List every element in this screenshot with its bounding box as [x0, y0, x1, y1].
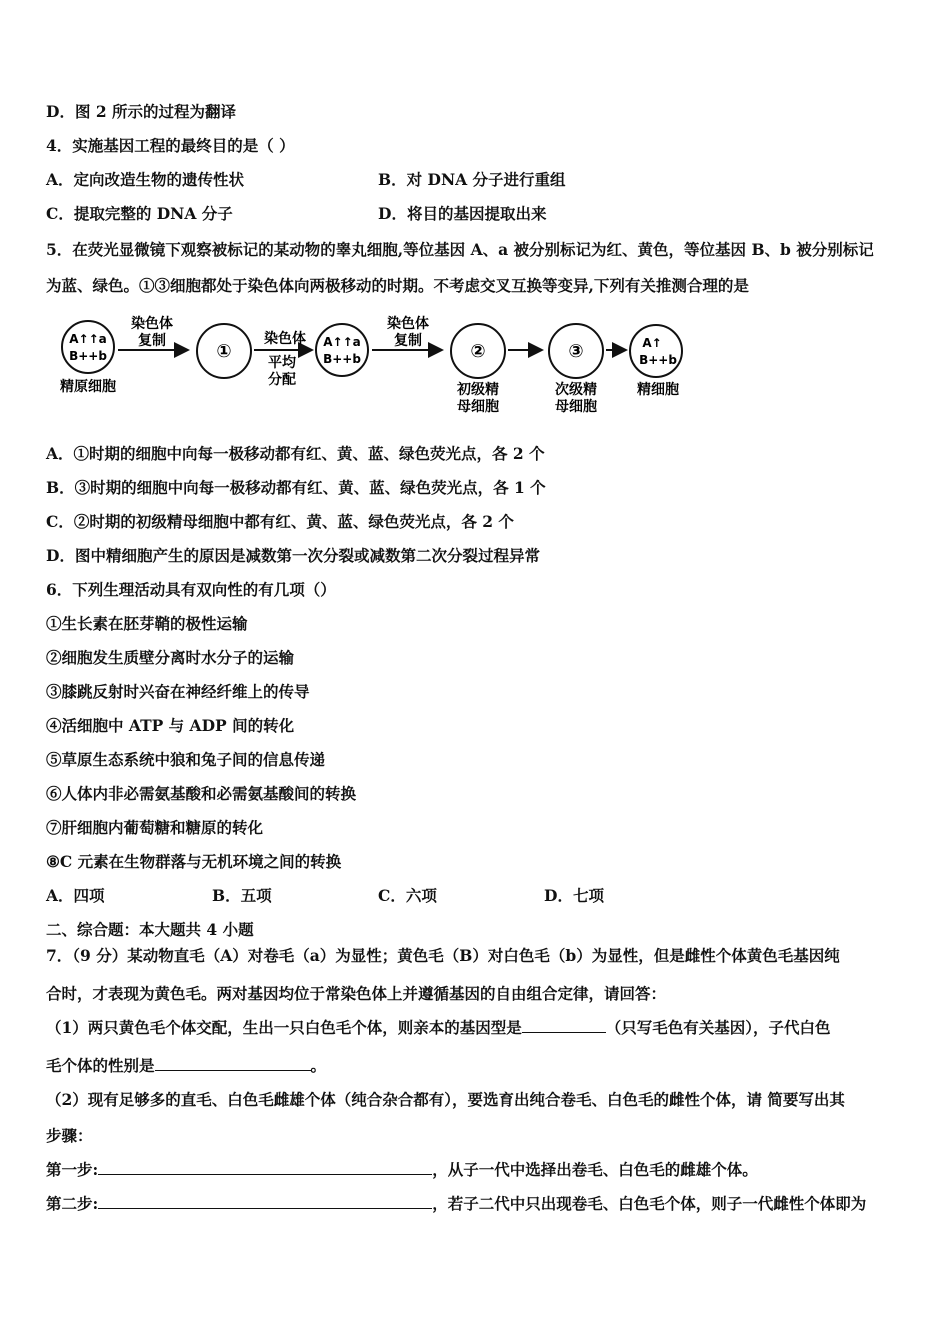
- q4-option-a: A．定向改造生物的遗传性状: [46, 170, 245, 189]
- q7-p1-text-a: （1）两只黄色毛个体交配，生出一只白色毛个体，则亲本的基因型是: [46, 1018, 522, 1037]
- q5-figure: [50, 312, 700, 422]
- q7-line2: 合时，才表现为黄色毛。两对基因均位于常染色体上并遵循基因的自由组合定律，请回答：: [46, 984, 667, 1003]
- cell5-top-genes: A↑: [642, 336, 662, 350]
- q7-part2-line1: （2）现有足够多的直毛、白色毛雌雄个体（纯合杂合都有），要选育出纯合卷毛、白色毛的雌性个体，请 简要写出其: [46, 1090, 845, 1109]
- q7-part1-line2: [46, 1056, 326, 1076]
- q6-item-6: ⑥人体内非必需氨基酸和必需氨基酸间的转换: [46, 784, 357, 803]
- q4-option-c: C．提取完整的 DNA 分子: [46, 204, 233, 223]
- q7-step2-blank[interactable]: [98, 1194, 432, 1209]
- q6-option-d: D．七项: [544, 886, 604, 905]
- q7-step1-tail: ，从子一代中选择出卷毛、白色毛的雌雄个体。: [432, 1160, 758, 1179]
- cell0-label: 精原细胞: [60, 379, 116, 395]
- q7-step1-label: 第一步:: [46, 1160, 99, 1179]
- q7-line1: 7．（9 分）某动物直毛（A）对卷毛（a）为显性；黄色毛（B）对白色毛（b）为显性，但是雌性个体黄色毛基因纯: [46, 946, 840, 965]
- cell-sperm: [630, 325, 682, 377]
- q7-step2-tail: ，若子二代中只出现卷毛、白色毛个体，则子一代雌性个体即为: [432, 1194, 867, 1213]
- q7-p1-text-b: （只写毛色有关基因），子代白色: [605, 1018, 831, 1037]
- q7-step2: [46, 1194, 866, 1214]
- q6-option-c: C．六项: [378, 886, 437, 905]
- cell4-mark: ③: [568, 341, 584, 362]
- q6-item-4: ④活细胞中 ATP 与 ADP 间的转化: [46, 716, 295, 735]
- q6-item-2: ②细胞发生质壁分离时水分子的运输: [46, 648, 295, 667]
- q7-step1-blank[interactable]: [98, 1160, 432, 1175]
- arrow2-top: 染色体: [264, 331, 306, 347]
- q6-option-a: A．四项: [46, 886, 105, 905]
- q6-item-3: ③膝跳反射时兴奋在神经纤维上的传导: [46, 682, 310, 701]
- q5-option-a: A．①时期的细胞中向每一极移动都有红、黄、蓝、绿色荧光点，各 2 个: [46, 444, 545, 463]
- arrow2-l2: 分配: [268, 372, 296, 388]
- cell4-label1: 次级精: [555, 382, 597, 398]
- q7-p1-blank-genotype[interactable]: [522, 1018, 606, 1033]
- q7-step1: [46, 1160, 758, 1180]
- arrow1-bottom: 复制: [138, 333, 166, 349]
- cell3-label2: 母细胞: [457, 399, 499, 415]
- q5-stem-line2: 为蓝、绿色。①③细胞都处于染色体向两极移动的时期。不考虑交叉互换等变异,下列有关推测合理的是: [46, 276, 749, 295]
- cell3-mark: ②: [470, 341, 486, 362]
- q6-item-1: ①生长素在胚芽鞘的极性运输: [46, 614, 248, 633]
- q7-p1-text-d: 。: [310, 1056, 327, 1075]
- cell3-label1: 初级精: [457, 382, 499, 398]
- q5-option-d: D．图中精细胞产生的原因是减数第一次分裂或减数第二次分裂过程异常: [46, 546, 540, 565]
- arrow3-top: 染色体: [387, 316, 429, 332]
- q4-option-d: D．将目的基因提取出来: [378, 204, 547, 223]
- section2-heading: 二、综合题：本大题共 4 小题: [46, 920, 254, 939]
- cell0-bottom-genes: B++b: [69, 349, 107, 363]
- q7-p1-blank-sex[interactable]: [155, 1056, 311, 1071]
- q7-part2-line2: 步骤：: [46, 1126, 93, 1145]
- cell-spermatogonium: [62, 321, 114, 373]
- q4-option-b: B．对 DNA 分子进行重组: [378, 170, 566, 189]
- cell0-top-genes: A↑↑a: [69, 332, 107, 346]
- q5-stem-line1: 5．在荧光显微镜下观察被标记的某动物的睾丸细胞,等位基因 A、a 被分别标记为红、黄色，等位基因 B、b 被分别标记: [46, 240, 874, 259]
- arrow3-bottom: 复制: [394, 333, 422, 349]
- q6-item-7: ⑦肝细胞内葡萄糖和糖原的转化: [46, 818, 264, 837]
- q7-part1-line1: [46, 1018, 831, 1038]
- cell2-bottom-genes: B++b: [323, 352, 361, 366]
- cell5-bottom-genes: B++b: [639, 353, 677, 367]
- q5-option-c: C．②时期的初级精母细胞中都有红、黄、蓝、绿色荧光点，各 2 个: [46, 512, 514, 531]
- q6-option-b: B．五项: [212, 886, 272, 905]
- q6-item-5: ⑤草原生态系统中狼和兔子间的信息传递: [46, 750, 326, 769]
- arrow1-top: 染色体: [131, 316, 173, 332]
- cell2-top-genes: A↑↑a: [323, 335, 361, 349]
- q7-step2-label: 第二步:: [46, 1194, 99, 1213]
- q7-p1-text-c: 毛个体的性别是: [46, 1056, 155, 1075]
- cell-2: [316, 324, 368, 376]
- cell1-mark: ①: [216, 341, 232, 362]
- cell5-label: 精细胞: [637, 382, 679, 398]
- cell4-label2: 母细胞: [555, 399, 597, 415]
- q4-stem: 4．实施基因工程的最终目的是（ ）: [46, 136, 295, 155]
- arrow2-l1: 平均: [268, 355, 296, 371]
- q6-stem: 6．下列生理活动具有双向性的有几项（）: [46, 580, 336, 599]
- q6-item-8: ⑧C 元素在生物群落与无机环境之间的转换: [46, 852, 342, 871]
- q5-option-b: B．③时期的细胞中向每一极移动都有红、黄、蓝、绿色荧光点，各 1 个: [46, 478, 546, 497]
- q3-option-d: D．图 2 所示的过程为翻译: [46, 102, 237, 121]
